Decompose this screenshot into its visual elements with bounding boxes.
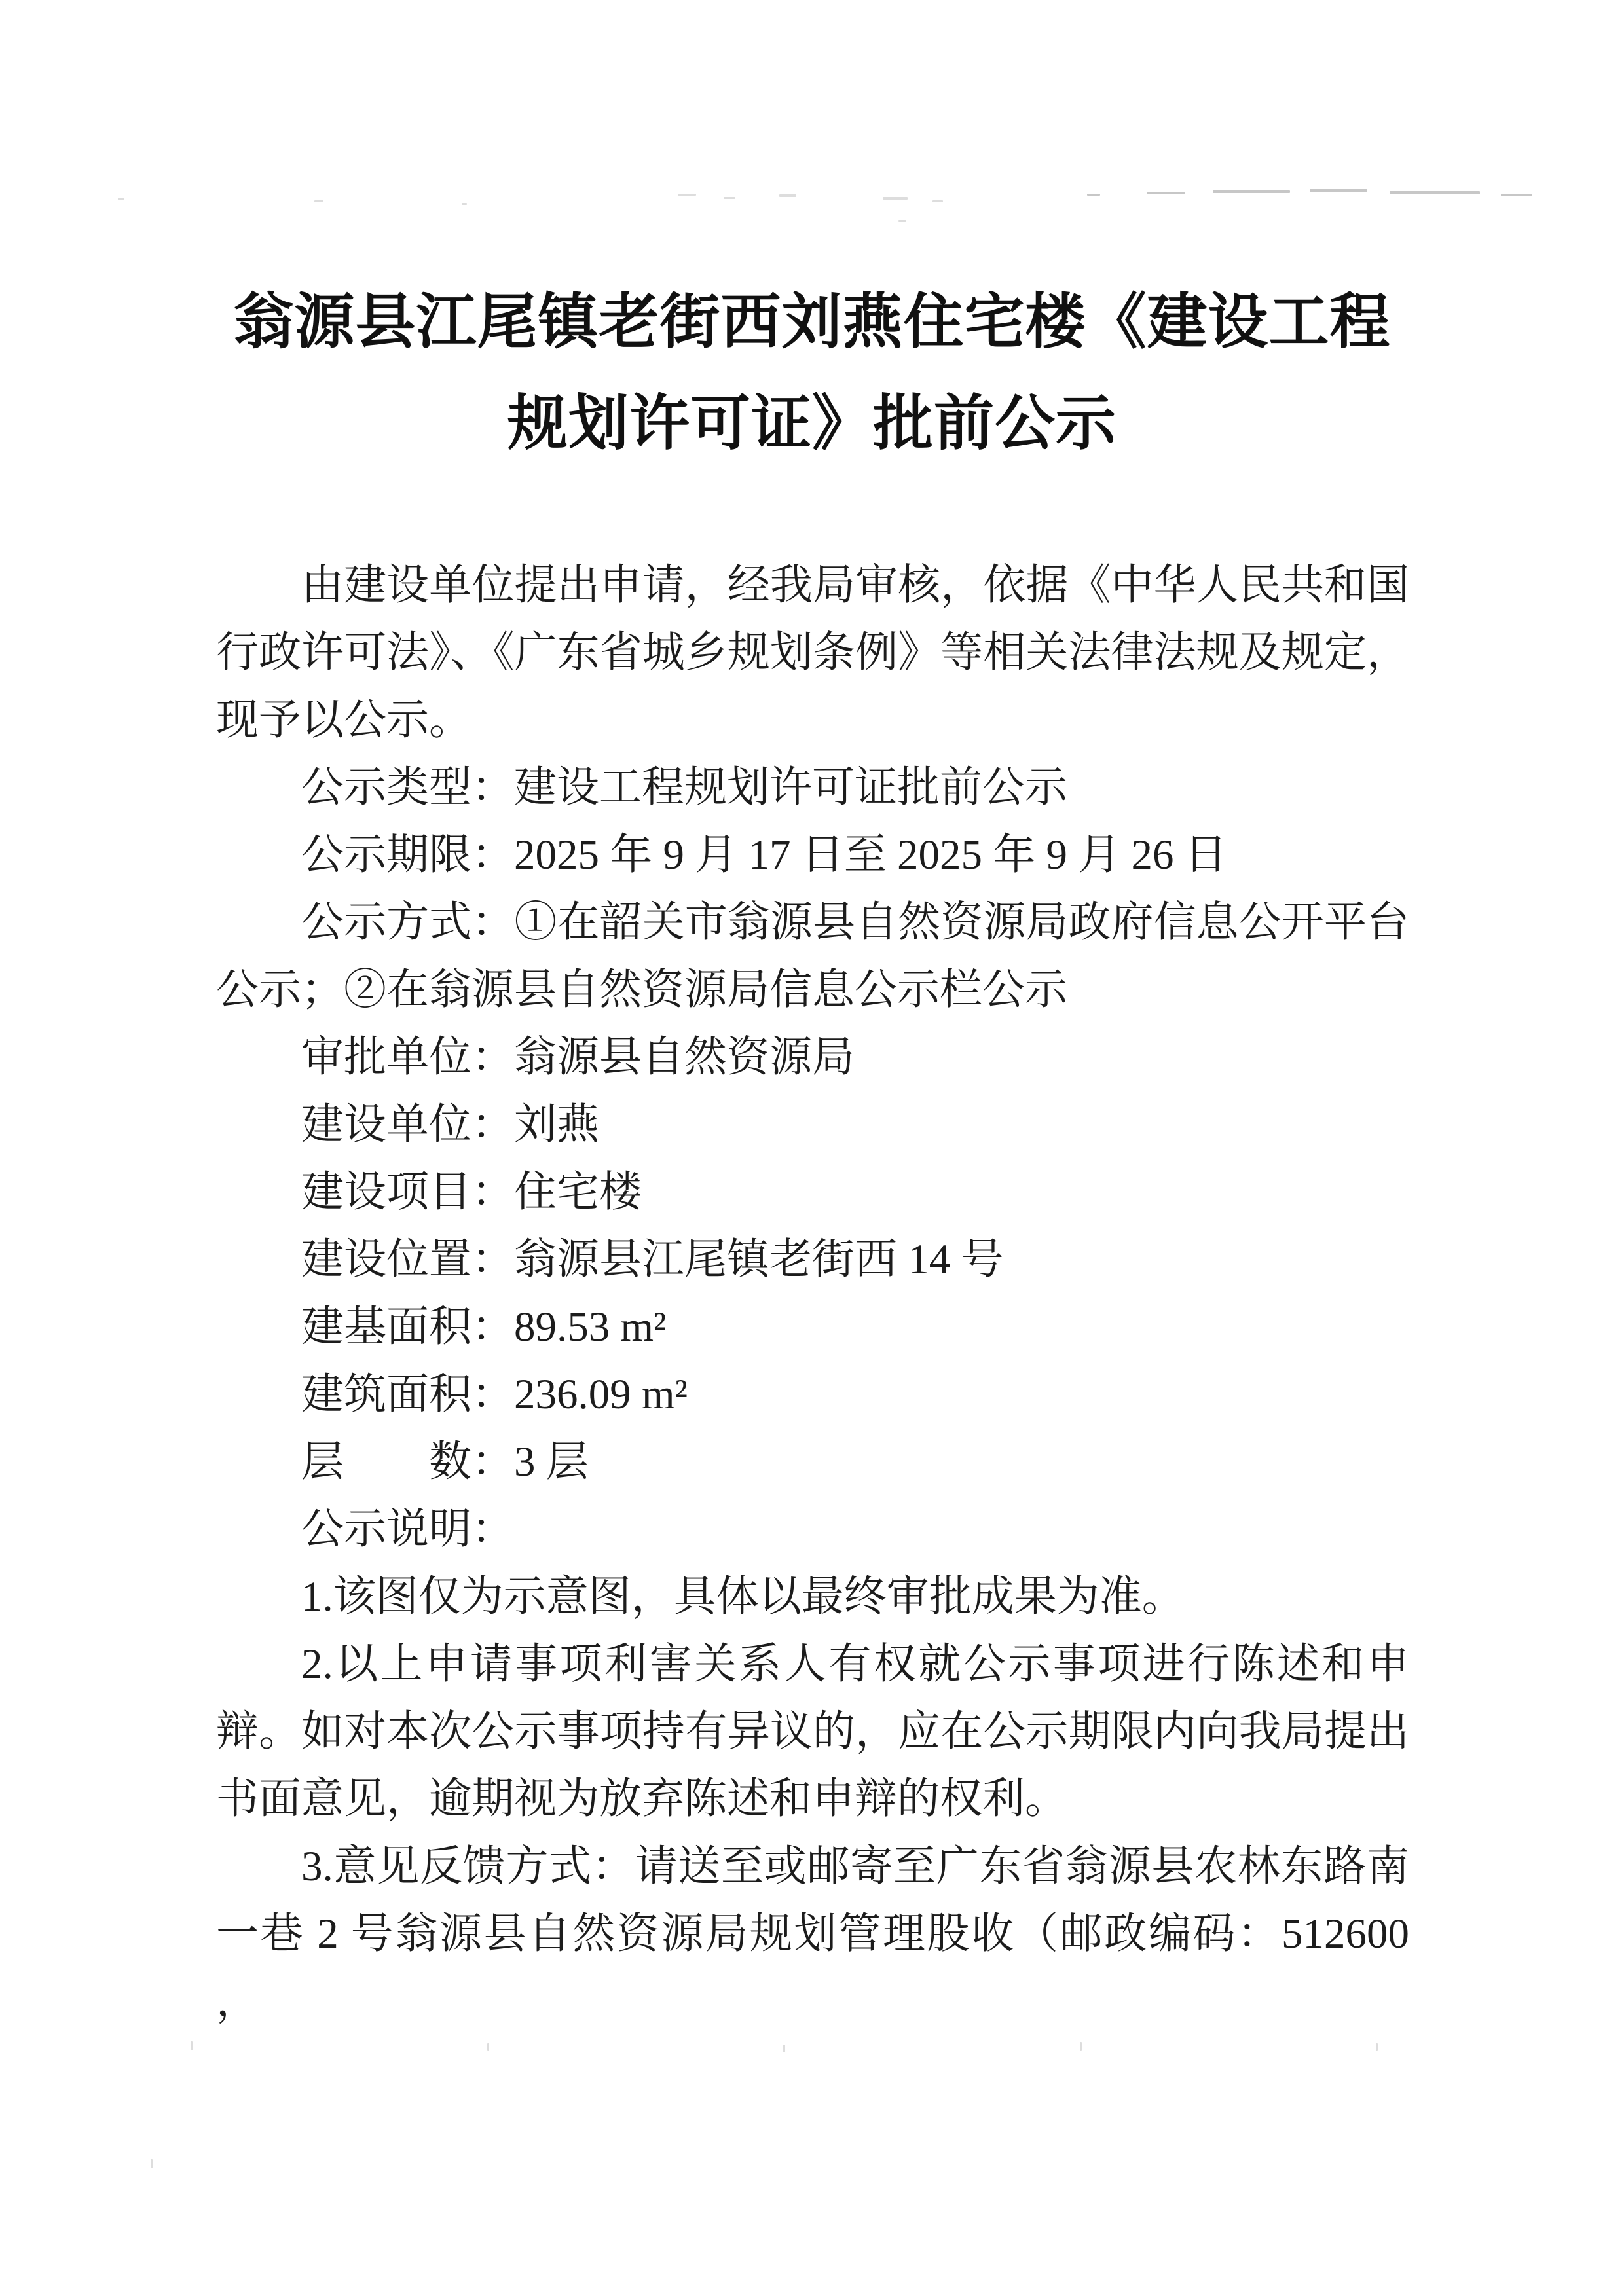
paragraph: 建基面积：89.53 m² [301,1303,667,1351]
scan-noise-speck [151,2159,153,2168]
scan-noise-speck [1376,2043,1378,2051]
paragraph: 由建设单位提出申请，经我局审核，依据《中华人民共和国行政许可法》、《广东省城乡规划条例》等相关法律法规及规定，现予以公示。 [216,562,1409,744]
scan-noise-speck [314,200,323,202]
scan-noise-speck [487,2043,489,2051]
scan-noise-speck [1080,2042,1082,2051]
paragraph: 层 数：3 层 [301,1438,589,1485]
scan-noise-speck [724,197,735,199]
paragraph: 建设位置：翁源县江尾镇老街西 14 号 [301,1236,1004,1283]
scan-noise-speck [883,197,908,200]
paragraph: 3.意见反馈方式：请送至或邮寄至广东省翁源县农林东路南一巷 2 号翁源县自然资源局规划管理股收（邮政编码：512600 ， [216,1843,1409,2025]
paragraph: 审批单位：翁源县自然资源局 [301,1034,855,1081]
document-body [216,552,1409,2035]
scan-noise-streak [1213,190,1290,193]
document-title [216,272,1408,475]
scan-noise-speck [118,198,124,200]
paragraph: 公示期限：2025 年 9 月 17 日至 2025 年 9 月 26 日 [301,831,1227,879]
scan-noise-speck [462,203,467,205]
document-title-line-1: 翁源县江尾镇老街西刘燕住宅楼《建设工程 [233,289,1391,355]
scan-noise-speck [779,194,796,197]
paragraph: 公示类型：建设工程规划许可证批前公示 [301,764,1068,811]
scan-noise-streak [1501,194,1532,196]
scan-noise-streak [1390,191,1480,194]
scan-noise-speck [783,2045,785,2052]
paragraph: 建筑面积：236.09 m² [301,1371,688,1418]
paragraph: 公示方式：①在韶关市翁源县自然资源局政府信息公开平台公示；②在翁源县自然资源局信息公示栏公示 [216,899,1409,1013]
document-title-line-2: 规划许可证》批前公示 [507,390,1116,457]
scan-noise-streak [1087,194,1100,196]
scan-noise-speck [932,200,943,202]
scan-noise-streak [1310,189,1367,192]
paragraph: 2.以上申请事项利害关系人有权就公示事项进行陈述和申辩。如对本次公示事项持有异议的，应在公示期限内向我局提出书面意见，逾期视为放弃陈述和申辩的权利。 [216,1641,1409,1823]
scan-noise-streak [1147,192,1185,194]
paragraph: 公示说明： [301,1506,515,1553]
paragraph: 1.该图仅为示意图，具体以最终审批成果为准。 [301,1573,1185,1620]
paragraph: 建设单位：刘燕 [301,1101,600,1148]
paragraph: 建设项目：住宅楼 [301,1169,642,1216]
scan-noise-speck [898,220,906,222]
scan-noise-speck [678,194,696,196]
scan-noise-speck [191,2041,193,2050]
